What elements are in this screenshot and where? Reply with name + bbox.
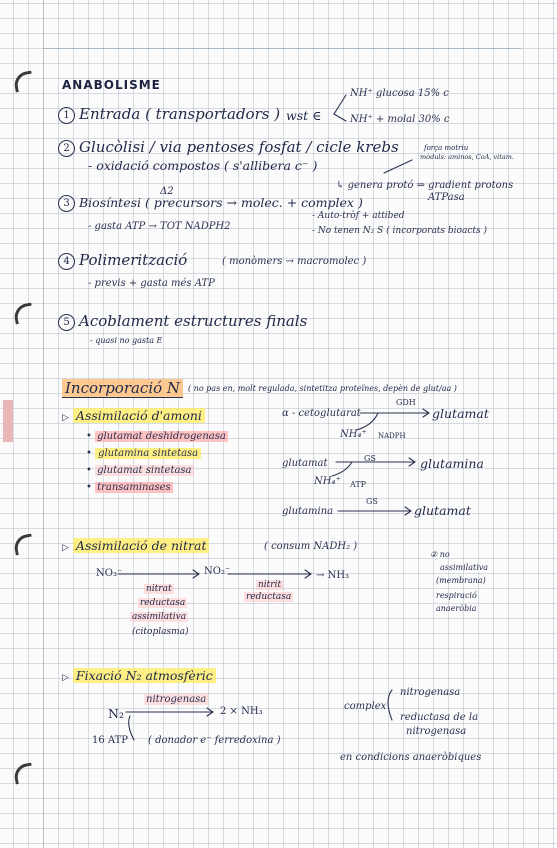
n2-label: N₂ — [108, 706, 124, 721]
step-1-branch-b: NH⁺ + molal 30% c — [350, 114, 450, 125]
side-note: ② no — [430, 550, 450, 559]
step-2-result: ↳ genera protó ⇒ gradient protons — [336, 180, 514, 191]
atp-curve — [129, 716, 134, 740]
reaction2-cofactor2: ATP — [350, 480, 367, 489]
list-item: • glutamat deshidrogenasa — [86, 431, 226, 442]
step-2-result2: ATPasa — [428, 192, 465, 203]
cofactor-curve — [356, 413, 378, 430]
step-2-note2: mòduls: aminos, CoA, vitam. — [420, 153, 514, 161]
reaction1-substrate: α - cetoglutarat — [282, 408, 361, 419]
reaction3-substrate: glutamina — [282, 506, 334, 517]
step-3-sub: - gasta ATP → TOT NADPH2 — [88, 221, 231, 232]
step-text: Acoblament estructures finals — [79, 312, 308, 330]
anaerobic-condition: en condicions anaeròbiques — [340, 752, 482, 763]
step-number: 3 — [58, 195, 75, 212]
enzyme1-line: reductasa — [140, 598, 186, 608]
reaction1-cofactor1: NH₄⁺ — [340, 429, 367, 440]
complex-component: reductasa de la — [400, 712, 479, 723]
reaction2-product: glutamina — [420, 456, 484, 471]
enzyme1-line: assimilativa — [132, 612, 187, 622]
list-item: • glutamina sintetasa — [86, 448, 201, 459]
step-2-sub: - oxidació compostos ( s'allibera c⁻ ) — [88, 158, 318, 173]
step-1-branch-a: NH⁺ glucosa 15% c — [350, 88, 449, 99]
step-1-trail: wst ∈ — [286, 108, 322, 123]
side-note: (membrana) — [436, 576, 486, 585]
reaction2-cofactor1: NH₄⁺ — [314, 476, 341, 487]
atp-cost: 16 ATP — [92, 735, 128, 746]
enzyme2-line: nitrit — [258, 580, 282, 590]
heading-assimilacio-amoni: ▷ Assimilació d'amoni — [62, 408, 205, 423]
nitrogenase-label: nitrogenasa — [146, 694, 207, 705]
list-item: • glutamat sintetasa — [86, 465, 192, 476]
side-note: respiració — [436, 591, 477, 600]
nitrate-label: NO₃⁻ — [96, 568, 123, 579]
fixation-product: 2 × NH₃ — [220, 706, 263, 717]
nitrite-label: NO₂⁻ — [204, 566, 231, 577]
cofactor-curve — [332, 462, 352, 476]
branch-arrow — [334, 114, 346, 121]
heading-fixacio-n2: ▷ Fixació N₂ atmosfèric — [62, 668, 216, 683]
enzyme1-line: nitrat — [146, 584, 172, 594]
note-arrow — [384, 160, 412, 173]
ammonia-label: → NH₃ — [316, 570, 350, 581]
step-number: 4 — [58, 253, 75, 270]
step-5-sub: - quasi no gasta E — [90, 336, 163, 345]
reaction2-substrate: glutamat — [282, 458, 328, 469]
reaction1-enzyme: GDH — [396, 398, 416, 407]
side-note: anaeròbia — [436, 604, 477, 613]
step-text: Polimerització — [79, 251, 188, 269]
step-text: Biosíntesi ( precursors → molec. + complex ) — [79, 195, 363, 210]
brace — [388, 690, 392, 720]
reaction3-enzyme: GS — [366, 497, 378, 506]
step-3-side1: - Auto-tròf + attibed — [312, 211, 405, 221]
list-item: • transaminases — [86, 482, 171, 493]
complex-label: complex — [344, 701, 387, 712]
step-3-side2: - No tenen N₂ S ( incorporats bioacts ) — [312, 226, 487, 236]
page-title: ANABOLISME — [62, 78, 161, 92]
reaction3-product: glutamat — [414, 503, 471, 518]
incorporacio-description: ( no pas en, molt regulada, sintetitza proteïnes, depèn de glut/aa ) — [188, 384, 457, 393]
electron-donor: ( donador e⁻ ferredoxina ) — [148, 735, 281, 746]
complex-component: nitrogenasa — [400, 687, 461, 698]
step-number: 2 — [58, 140, 75, 157]
side-note: assimilativa — [440, 563, 489, 572]
step-number: 1 — [58, 107, 75, 124]
branch-arrow — [334, 95, 346, 114]
section-incorporacio-n: Incorporació N — [62, 379, 183, 397]
heading-assimilacio-nitrat: ▷ Assimilació de nitrat — [62, 538, 209, 553]
step-4-sub: - previs + gasta més ATP — [88, 278, 215, 289]
nitrat-note: ( consum NADH₂ ) — [264, 541, 358, 552]
reaction2-enzyme: GS — [364, 454, 376, 463]
step-text: Glucòlisi / via pentoses fosfat / cicle krebs — [79, 138, 399, 156]
step-2-note: força motriu — [424, 144, 469, 152]
step-4-note: ( monòmers → macromolec ) — [222, 256, 367, 267]
reaction1-product: glutamat — [432, 406, 489, 421]
complex-component: nitrogenasa — [406, 726, 467, 737]
enzyme1-location: (citoplasma) — [132, 627, 189, 637]
enzyme2-line: reductasa — [246, 592, 292, 602]
step-text: Entrada ( transportadors ) — [79, 105, 281, 123]
step-3-annotation: Δ2 — [160, 186, 174, 197]
step-number: 5 — [58, 314, 75, 331]
reaction1-cofactor2: NADPH — [378, 432, 406, 440]
